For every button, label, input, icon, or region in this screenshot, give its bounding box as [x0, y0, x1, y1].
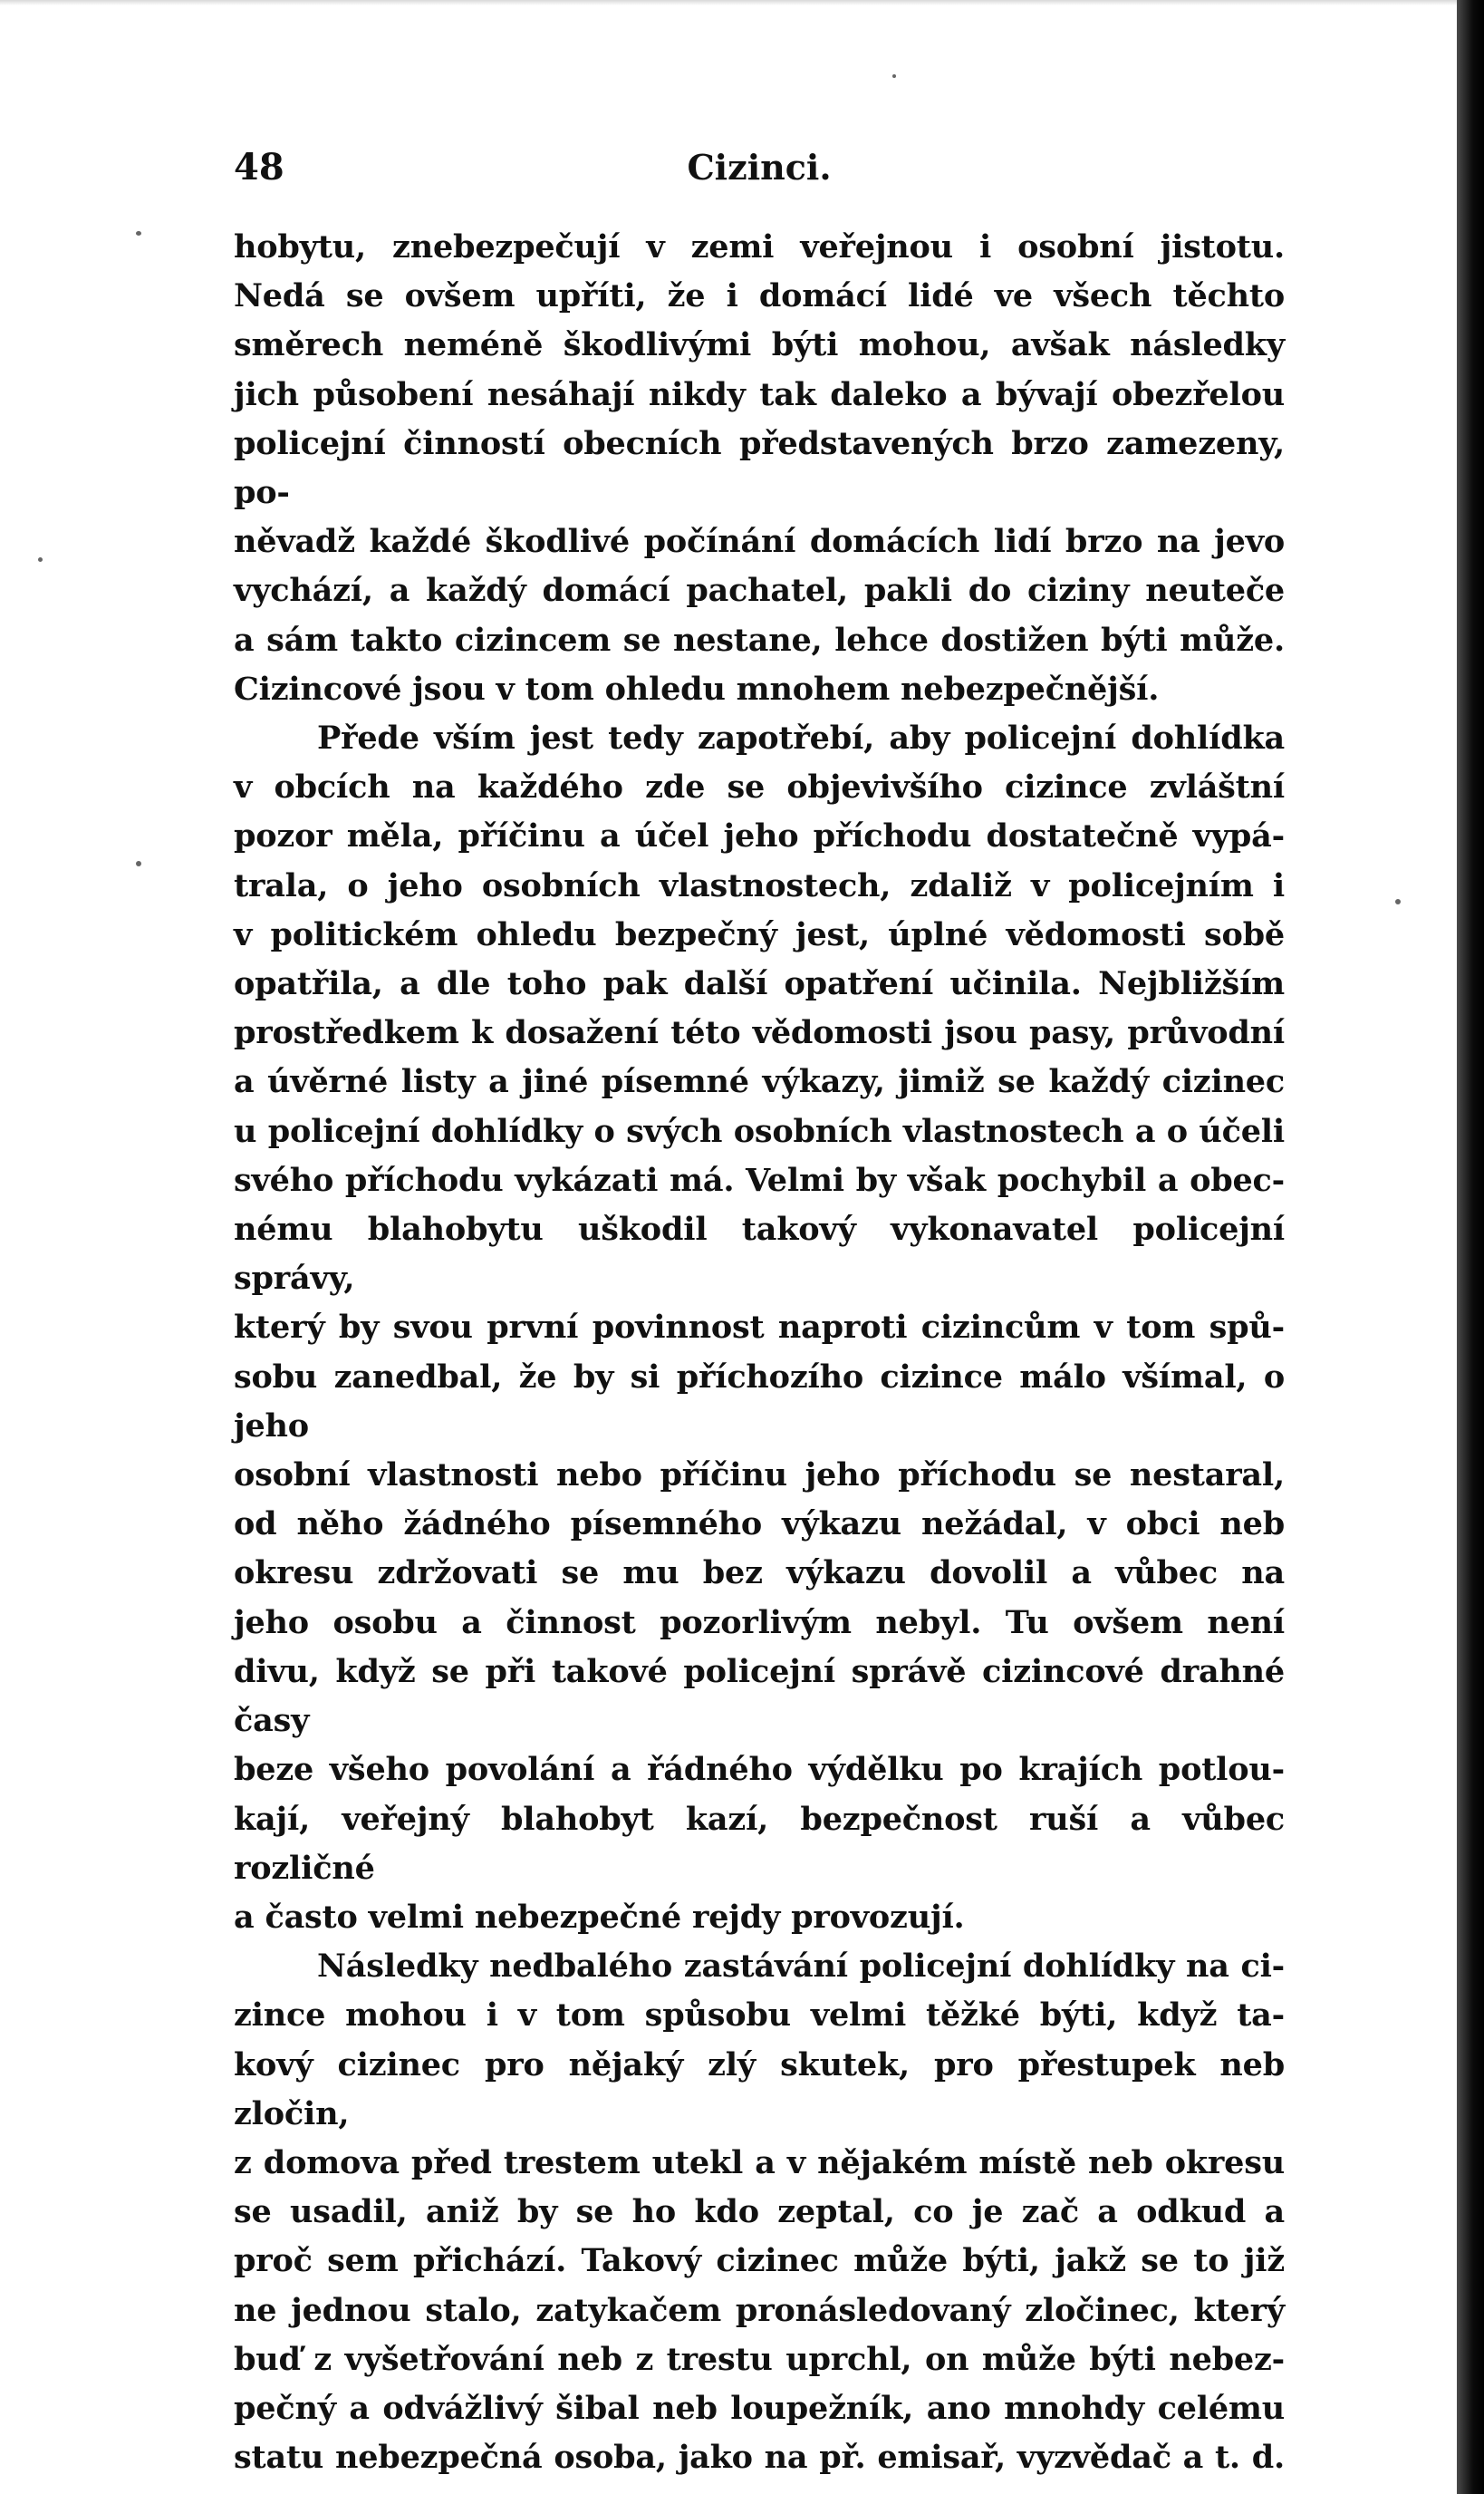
paragraph-2 [234, 714, 1285, 1942]
text-line: okresu zdržovati se mu bez výkazu dovolil a vůbec na [234, 1554, 1285, 1592]
text-line: Cizincové jsou v tom ohledu mnohem nebezpečnější. [234, 670, 1160, 708]
text-line: trala, o jeho osobních vlastnostech, zdaliž v policejním i [234, 866, 1285, 904]
text-line: svého příchodu vykázati má. Velmi by však pochybil a obec- [234, 1161, 1285, 1199]
paragraph-3 [234, 1942, 1285, 2482]
text-line: policejní činností obecních představených brzo zamezeny, po- [234, 424, 1285, 512]
text-line: Nedá se ovšem upříti, že i domácí lidé ve všech těchto [234, 277, 1285, 315]
text-line: a sám takto cizincem se nestane, lehce dostižen býti může. [234, 621, 1285, 659]
text-line: který by svou první povinnost naproti cizincům v tom spů- [234, 1309, 1285, 1347]
text-line: v obcích na každého zde se objevivšího cizince zvláštní [234, 768, 1285, 807]
scan-top-edge [0, 0, 1457, 5]
text-line: vychází, a každý domácí pachatel, pakli do ciziny neuteče [234, 572, 1285, 610]
body-text [234, 223, 1285, 2482]
text-line: sobu zanedbal, že by si příchozího cizince málo všímal, o jeho [234, 1358, 1285, 1445]
text-line: kový cizinec pro nějaký zlý skutek, pro přestupek neb zločin, [234, 2045, 1285, 2132]
dust-speck [136, 861, 141, 866]
text-line: u policejní dohlídky o svých osobních vlastnostech a o účeli [234, 1112, 1285, 1150]
page-number: 48 [234, 146, 284, 188]
text-line: a úvěrné listy a jiné písemné výkazy, jimiž se každý cizinec [234, 1063, 1285, 1101]
text-line: buď z vyšetřování neb z trestu uprchl, on může býti nebez- [234, 2340, 1285, 2378]
text-line: kají, veřejný blahobyt kazí, bezpečnost ruší a vůbec rozličné [234, 1800, 1285, 1887]
text-line: ne jednou stalo, zatykačem pronásledovaný zločinec, který [234, 2291, 1285, 2329]
text-line: hobytu, znebezpečují v zemi veřejnou i osobní jistotu. [234, 228, 1285, 266]
text-line: pozor měla, příčinu a účel jeho příchodu dostatečně vypá- [234, 817, 1285, 856]
scan-edge-shadow [1457, 0, 1484, 2494]
text-line: jich působení nesáhají nikdy tak daleko a bývají obezřelou [234, 375, 1285, 413]
text-line: směrech neméně škodlivými býti mohou, avšak následky [234, 326, 1285, 364]
text-line: opatřila, a dle toho pak další opatření učinila. Nejbližším [234, 965, 1285, 1003]
dust-speck [136, 231, 141, 236]
dust-speck [892, 74, 896, 78]
text-line: se usadil, aniž by se ho kdo zeptal, co je zač a odkud a [234, 2193, 1285, 2231]
book-page [234, 136, 1285, 2482]
text-line: nému blahobytu uškodil takový vykonavatel policejní správy, [234, 1211, 1285, 1298]
text-line: něvadž každé škodlivé počínání domácích lidí brzo na jevo [234, 523, 1285, 561]
text-line: prostředkem k dosažení této vědomosti jsou pasy, průvodní [234, 1014, 1285, 1052]
text-line: zince mohou i v tom spůsobu velmi těžké býti, když ta- [234, 1996, 1285, 2035]
paragraph-1 [234, 223, 1285, 714]
text-line: divu, když se při takové policejní správě cizincové drahné časy [234, 1652, 1285, 1740]
text-line: a často velmi nebezpečné rejdy provozují. [234, 1898, 965, 1936]
dust-speck [1395, 899, 1401, 904]
text-line: pečný a odvážlivý šibal neb loupežník, ano mnohdy celému [234, 2389, 1285, 2427]
text-line: v politickém ohledu bezpečný jest, úplné vědomosti sobě [234, 915, 1285, 953]
text-line: Přede vším jest tedy zapotřebí, aby policejní dohlídka [317, 720, 1285, 758]
text-line: osobní vlastnosti nebo příčinu jeho příchodu se nestaral, [234, 1456, 1285, 1494]
dust-speck [38, 557, 43, 562]
running-title: Cizinci. [687, 147, 832, 188]
text-line: Následky nedbalého zastávání policejní dohlídky na ci- [317, 1948, 1285, 1986]
running-head [234, 136, 1285, 199]
text-line: statu nebezpečná osoba, jako na př. emisař, vyzvědač a t. d. [234, 2439, 1285, 2477]
text-line: od něho žádného písemného výkazu nežádal, v obci neb [234, 1505, 1285, 1543]
text-line: z domova před trestem utekl a v nějakém místě neb okresu [234, 2143, 1285, 2181]
text-line: jeho osobu a činnost pozorlivým nebyl. Tu ovšem není [234, 1603, 1285, 1641]
text-line: proč sem přichází. Takový cizinec může býti, jakž se to již [234, 2242, 1285, 2280]
text-line: beze všeho povolání a řádného výdělku po krajích potlou- [234, 1751, 1285, 1789]
